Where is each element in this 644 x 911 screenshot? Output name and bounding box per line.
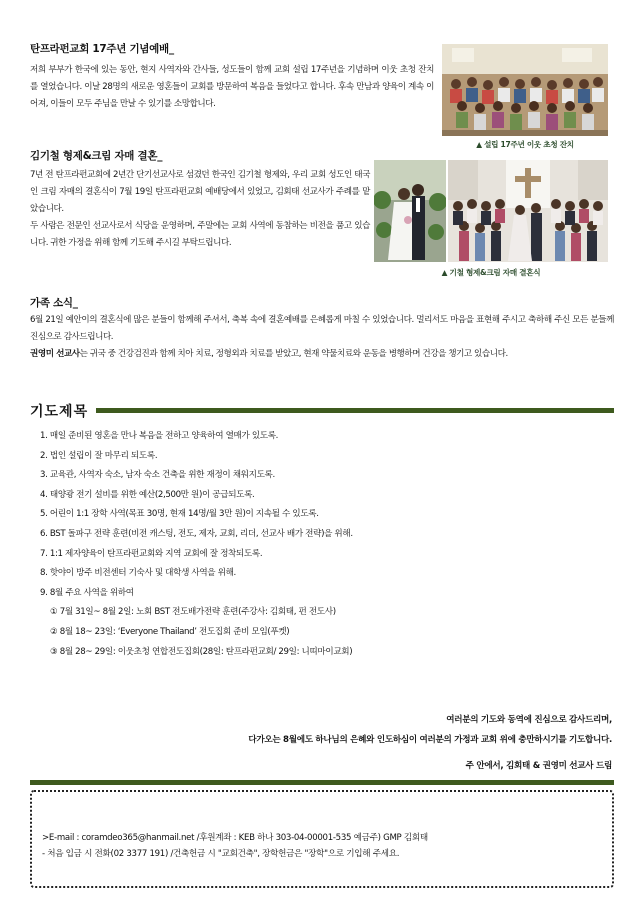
prayer-subitem: ① 7월 31일~ 8월 2일: 노회 BST 전도배가전략 훈련(주강사: 김회태, 펀 전도사) — [50, 607, 336, 618]
closing-line-1: 여러분의 기도와 동역에 진심으로 감사드리며, — [446, 715, 612, 725]
closing-message — [248, 710, 612, 776]
wedding-body-2: 두 사람은 전문인 선교사로서 식당을 운영하며, 주말에는 교회 사역에 동참하는 비전을 품고 있습니다. 귀한 가정을 위해 함께 기도해 주시길 부탁드립니다. — [30, 221, 370, 248]
family-section — [30, 295, 614, 363]
anniversary-photo — [442, 44, 608, 136]
closing-line-2: 다가오는 8월에도 하나님의 은혜와 인도하심이 여러분의 가정과 교회 위에 충만하시기를 기도합니다. — [248, 735, 612, 745]
anniversary-photo-caption: ▲ 설립 17주년 이웃 초청 잔치 — [476, 140, 574, 149]
prayer-header — [30, 400, 614, 422]
prayer-item: 9. 8월 주요 사역을 위하여 — [40, 587, 134, 598]
family-body-2-name: 권영미 선교사 — [30, 349, 80, 359]
footer-contact-line: >E-mail : coramdeo365@hanmail.net /후원계좌 : KEB 하나 303-04-00001-535 예금주) GMP 김회태 — [42, 833, 428, 843]
footer-text — [42, 830, 428, 862]
anniversary-title: 탄프라펀교회 17주년 기념예배_ — [30, 43, 174, 55]
anniversary-body: 저희 부부가 한국에 있는 동안, 현지 사역자와 간사들, 성도들이 함께 교회 설립 17주년을 기념하며 이웃 초청 잔치를 열었습니다. 이날 28명의 새로운 영혼들이 교회를 방문하여 복음을 들었다고 합니다. 후속 만남과 양육이 계속 이어져, 이들이 모두 주님을 만날 수 있기를 소망합니다. — [30, 65, 434, 109]
family-body-2 — [30, 346, 614, 363]
footer-divider — [30, 780, 614, 785]
wedding-photo-caption: ▲ 기철 형제&크림 자매 결혼식 — [441, 268, 541, 277]
prayer-item: 3. 교육관, 사역자 숙소, 남자 숙소 건축을 위한 재정이 채워지도록. — [40, 470, 275, 481]
family-body-1: 6월 21일 예안이의 결혼식에 많은 분들이 함께해 주셔서, 축복 속에 결혼예배를 은혜롭게 마칠 수 있었습니다. 멀리서도 마음을 표현해 주시고 축하해 주신 모든 분들께 진심으로 감사드립니다. — [30, 315, 614, 342]
prayer-item: 1. 매일 준비된 영혼을 만나 복음을 전하고 양육하여 열매가 있도록. — [40, 431, 279, 441]
prayer-item: 6. BST 돌파구 전략 훈련(비전 캐스팅, 전도, 제자, 교회, 리더, 선교사 배가 전략)을 위해. — [40, 528, 353, 539]
wedding-body-1: 7년 전 탄프라펀교회에 2년간 단기선교사로 섬겼던 한국인 김기철 형제와, 우리 교회 성도인 태국인 크림 자매의 결혼식이 7월 19일 탄프라펀교회 예배당에서 있었고, 김회태 선교사가 주례를 맡았습니다. — [30, 170, 370, 214]
prayer-subitem: ② 8월 18~ 23일: ‘Everyone Thailand’ 전도집회 준비 모임(푸켓) — [50, 626, 290, 637]
prayer-subitem: ③ 8월 28~ 29일: 이웃초청 연합전도집회(28일: 탄프라펀교회/ 29일: 니띠마이교회) — [50, 646, 353, 657]
wedding-couple-photo — [374, 160, 446, 262]
footer-note-line: - 처음 입금 시 전화(02 3377 191) /건축헌금 시 "교회건축", 장학헌금은 "장학"으로 기입해 주세요. — [42, 849, 400, 859]
prayer-item: 5. 어린이 1:1 장학 사역(목표 30명, 현재 14명/월 3만 원)이 지속될 수 있도록. — [40, 509, 319, 520]
prayer-list — [40, 427, 610, 662]
wedding-section — [30, 148, 370, 252]
prayer-title: 기도제목 — [30, 404, 89, 420]
wedding-title: 김기철 형제&크림 자매 결혼_ — [30, 150, 163, 162]
prayer-item: 8. 핫야이 방주 비전센터 기숙사 및 대학생 사역을 위해. — [40, 568, 236, 579]
prayer-divider — [96, 408, 614, 413]
closing-signature: 주 안에서, 김회태 & 권영미 선교사 드림 — [465, 761, 612, 771]
footer-box — [30, 790, 614, 888]
family-body-2-rest: 는 귀국 중 건강검진과 함께 치아 치료, 정형외과 치료를 받았고, 현재 약물치료와 운동을 병행하며 건강을 챙기고 있습니다. — [79, 349, 508, 359]
anniversary-section — [30, 41, 434, 113]
prayer-item: 7. 1:1 제자양육이 탄프라펀교회와 지역 교회에 잘 정착되도록. — [40, 548, 263, 559]
prayer-item: 4. 태양광 전기 설비를 위한 예산(2,500만 원)이 공급되도록. — [40, 489, 255, 500]
family-title: 가족 소식_ — [30, 297, 78, 309]
prayer-item: 2. 법인 설립이 잘 마무리 되도록. — [40, 450, 158, 461]
wedding-group-photo — [448, 160, 608, 262]
